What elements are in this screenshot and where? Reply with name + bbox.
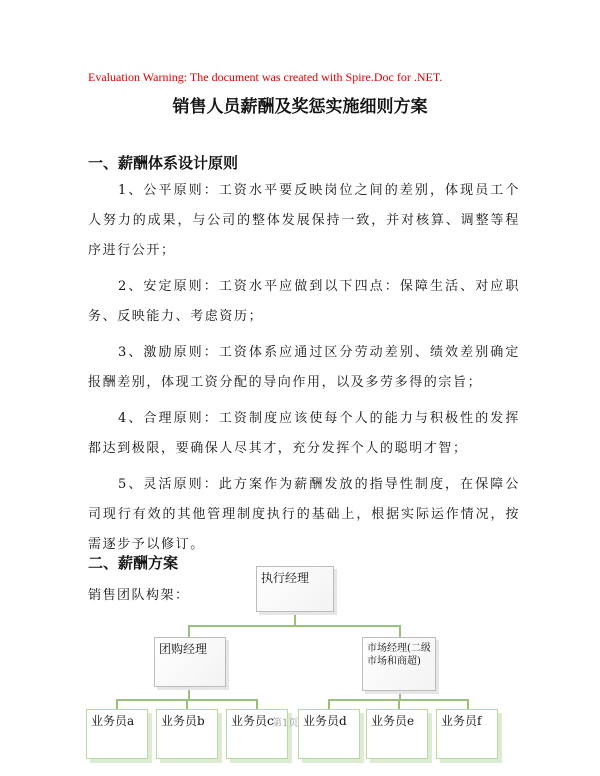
- connector-line: [328, 699, 330, 709]
- section2-heading: 二、薪酬方案: [88, 554, 179, 572]
- connector-line: [398, 699, 400, 709]
- connector-line: [116, 699, 118, 709]
- org-node-label: 业务员f: [441, 714, 482, 728]
- principle-paragraph: 3、激励原则：工资体系应通过区分劳动差别、绩效差别确定报酬差别，体现工资分配的导向作用，以及多劳多得的宗旨；: [88, 345, 520, 390]
- connector-line: [256, 699, 258, 709]
- org-node-label: 业务员e: [371, 714, 415, 728]
- org-node-label: 团购经理: [159, 642, 208, 656]
- section1-heading: 一、薪酬体系设计原则: [88, 154, 239, 172]
- principle-paragraph: 2、安定原则：工资水平应做到以下四点：保障生活、对应职务、反映能力、考虑资历；: [88, 279, 520, 324]
- principle-paragraph: 4、合理原则：工资制度应该使每个人的能力与积极性的发挥都达到极限，要确保人尽其才，充分发挥个人的聪明才智；: [88, 411, 520, 456]
- org-node-label: 市场经理(二级市场和商超): [367, 643, 431, 667]
- section1-body: [88, 176, 520, 566]
- org-node-label: 业务员b: [161, 714, 205, 728]
- org-node-label: 业务员d: [303, 714, 347, 728]
- connector-line: [294, 612, 296, 626]
- connector-line: [186, 699, 188, 709]
- org-node-staff: [86, 709, 148, 759]
- page-number: 第1页: [272, 718, 299, 729]
- org-node-group-buying-manager: [154, 637, 226, 687]
- org-node-staff: [366, 709, 428, 759]
- evaluation-warning: Evaluation Warning: The document was created with Spire.Doc for .NET.: [88, 70, 443, 84]
- connector-line: [188, 686, 190, 700]
- org-node-label: 业务员c: [231, 714, 274, 728]
- principle-paragraph: 1、公平原则：工资水平要反映岗位之间的差别，体现员工个人努力的成果，与公司的整体发展保持一致，并对核算、调整等程序进行公开；: [88, 183, 520, 258]
- org-node-staff: [156, 709, 218, 759]
- principle-paragraph: 5、灵活原则：此方案作为薪酬发放的指导性制度，在保障公司现行有效的其他管理制度执行的基础上，根据实际运作情况，按需逐步予以修订。: [88, 477, 520, 552]
- org-node-top: [256, 566, 334, 612]
- document-title: 销售人员薪酬及奖惩实施细则方案: [172, 97, 428, 117]
- org-node-staff: [298, 709, 360, 759]
- org-node-staff: [436, 709, 498, 759]
- org-chart-label: 销售团队构架：: [88, 588, 190, 603]
- org-node-label: 业务员a: [91, 714, 135, 728]
- connector-line: [188, 625, 400, 627]
- connector-line: [467, 699, 469, 709]
- org-node-market-manager: [362, 637, 436, 691]
- org-node-label: 执行经理: [261, 571, 310, 585]
